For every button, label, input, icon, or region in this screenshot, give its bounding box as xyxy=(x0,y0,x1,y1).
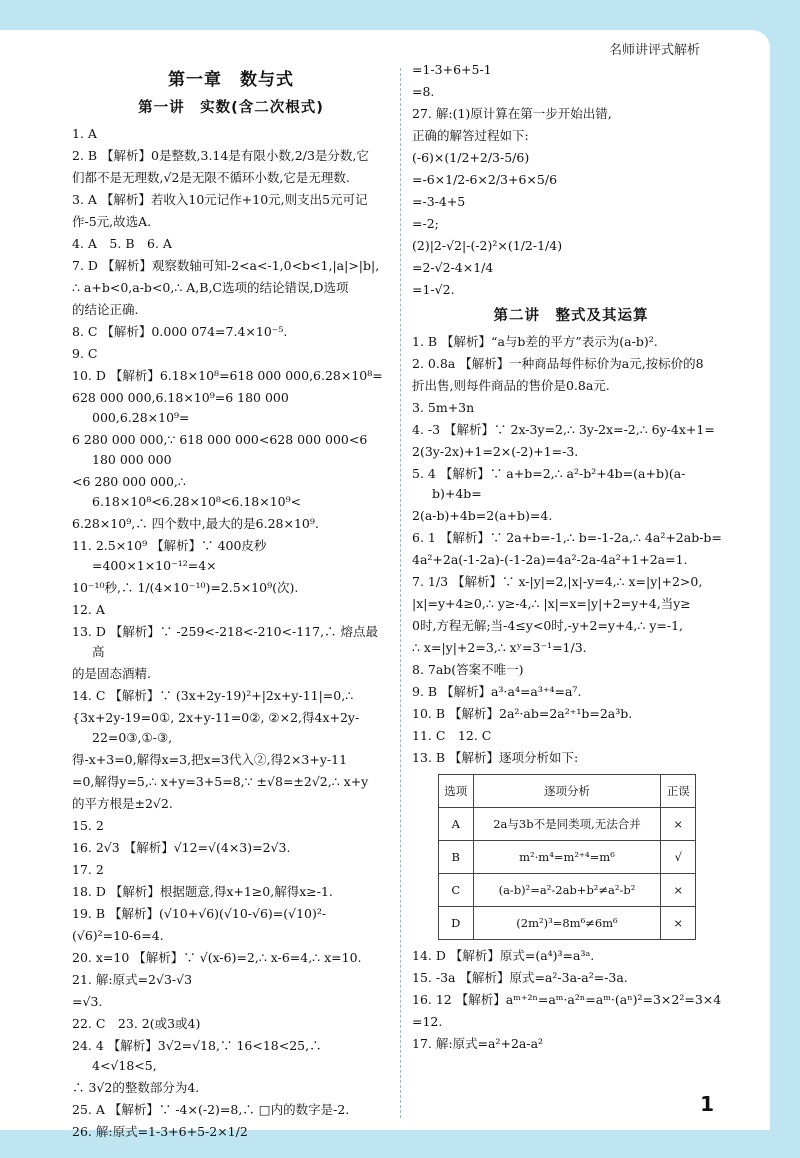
answer-line: 12. A xyxy=(72,602,105,617)
answer-line: (2)|2-√2|-(-2)²×(1/2-1/4) xyxy=(412,238,563,253)
column-divider xyxy=(400,68,401,1118)
answer-line: 10. D 【解析】6.18×10⁸=618 000 000,6.28×10⁸= xyxy=(72,368,383,383)
lecture2-title: 第二讲 整式及其运算 xyxy=(493,308,649,324)
table-cell: × xyxy=(661,874,696,907)
right-answer-list-c xyxy=(412,946,730,1054)
analysis-table xyxy=(438,774,696,940)
answer-line: =0,解得y=5,∴ x+y=3+5=8,∵ ±√8=±2√2,∴ x+y xyxy=(72,774,369,789)
answer-line: 10⁻¹⁰秒,∴ 1/(4×10⁻¹⁰)=2.5×10⁹(次). xyxy=(72,580,299,595)
table-cell: (a-b)²=a²-2ab+b²≠a²-b² xyxy=(473,874,661,907)
answer-line: ∴ a+b<0,a-b<0,∴ A,B,C选项的结论错误,D选项 xyxy=(72,280,349,295)
table-row xyxy=(439,808,696,841)
answer-line: =12. xyxy=(412,1014,443,1029)
answer-line: 21. 解:原式=2√3-√3 xyxy=(72,972,193,987)
answer-line: 15. 2 xyxy=(72,818,104,833)
answer-line: ∴ x=|y|+2=3,∴ xʸ=3⁻¹=1/3. xyxy=(412,640,587,655)
answer-line: 的结论正确. xyxy=(72,302,139,317)
answer-line: 25. A 【解析】∵ -4×(-2)=8,∴ □内的数字是-2. xyxy=(72,1102,350,1117)
table-cell: × xyxy=(661,907,696,940)
answer-line: 的平方根是±2√2. xyxy=(72,796,173,811)
answer-line: 15. -3a 【解析】原式=a²-3a-a²=-3a. xyxy=(412,970,628,985)
answer-line: <6 280 000 000,∴ 6.18×10⁸<6.28×10⁸<6.18×10⁹< xyxy=(72,474,302,509)
answer-line: =-6×1/2-6×2/3+6×5/6 xyxy=(412,172,558,187)
table-row xyxy=(439,874,696,907)
answer-line: 2(3y-2x)+1=2×(-2)+1=-3. xyxy=(412,444,579,459)
table-cell: × xyxy=(661,808,696,841)
answer-line: 24. 4 【解析】3√2=√18,∵ 16<18<25,∴ 4<√18<5, xyxy=(72,1038,322,1073)
page-sheet xyxy=(0,30,770,1139)
answer-line: 20. x=10 【解析】∵ √(x-6)=2,∴ x-6=4,∴ x=10. xyxy=(72,950,362,965)
answer-line: 11. 2.5×10⁹ 【解析】∵ 400皮秒=400×1×10⁻¹²=4× xyxy=(72,538,267,573)
answer-line: 的是固态酒精. xyxy=(72,666,151,681)
table-cell: A xyxy=(439,808,474,841)
answer-line: 1. A xyxy=(72,126,97,141)
answer-line: 9. B 【解析】a³·a⁴=a³⁺⁴=a⁷. xyxy=(412,684,582,699)
answer-line: 26. 解:原式=1-3+6+5-2×1/2 xyxy=(72,1124,248,1139)
answer-line: 6 280 000 000,∵ 618 000 000<628 000 000<6 180 000 000 xyxy=(72,432,368,467)
answer-line: (-6)×(1/2+2/3-5/6) xyxy=(412,150,530,165)
answer-line: 27. 解:(1)原计算在第一步开始出错, xyxy=(412,106,612,121)
left-answer-list xyxy=(72,124,390,1142)
table-header: 逐项分析 xyxy=(473,775,661,808)
table-row xyxy=(439,907,696,940)
answer-line: =1-√2. xyxy=(412,282,455,297)
table-cell: C xyxy=(439,874,474,907)
answer-line: 7. 1/3 【解析】∵ x-|y|=2,|x|-y=4,∴ x=|y|+2>0, xyxy=(412,574,703,589)
header-tag: 名师讲评式解析 xyxy=(608,43,700,58)
answer-line: =2-√2-4×1/4 xyxy=(412,260,494,275)
answer-line: 4. -3 【解析】∵ 2x-3y=2,∴ 3y-2x=-2,∴ 6y-4x+1= xyxy=(412,422,715,437)
answer-line: 6. 1 【解析】∵ 2a+b=-1,∴ b=-1-2a,∴ 4a²+2ab-b= xyxy=(412,530,722,545)
answer-line: 7. D 【解析】观察数轴可知-2<a<-1,0<b<1,|a|>|b|, xyxy=(72,258,380,273)
answer-line: 2. 0.8a 【解析】一种商品每件标价为a元,按标价的8 xyxy=(412,356,704,371)
answer-line: 17. 解:原式=a²+2a-a² xyxy=(412,1036,544,1051)
answer-line: 16. 12 【解析】aᵐ⁺²ⁿ=aᵐ·a²ⁿ=aᵐ·(aⁿ)²=3×2²=3×4 xyxy=(412,992,722,1007)
answer-line: 3. A 【解析】若收入10元记作+10元,则支出5元可记 xyxy=(72,192,368,207)
answer-line: 17. 2 xyxy=(72,862,104,877)
answer-line: 们都不是无理数,√2是无限不循环小数,它是无理数. xyxy=(72,170,350,185)
answer-line: 得-x+3=0,解得x=3,把x=3代入②,得2×3+y-11 xyxy=(72,752,348,767)
answer-line: 3. 5m+3n xyxy=(412,400,475,415)
answer-line: (√6)²=10-6=4. xyxy=(72,928,164,943)
answer-line: 13. B 【解析】逐项分析如下: xyxy=(412,750,579,765)
answer-line: 19. B 【解析】(√10+√6)(√10-√6)=(√10)²- xyxy=(72,906,327,921)
answer-line: 10. B 【解析】2a²·ab=2a²⁺¹b=2a³b. xyxy=(412,706,633,721)
answer-line: 11. C 12. C xyxy=(412,728,492,743)
table-cell: D xyxy=(439,907,474,940)
left-column xyxy=(72,60,390,1144)
answer-line: 9. C xyxy=(72,346,98,361)
answer-line: 2. B 【解析】0是整数,3.14是有限小数,2/3是分数,它 xyxy=(72,148,369,163)
answer-line: 折出售,则每件商品的售价是0.8a元. xyxy=(412,378,610,393)
table-cell: (2m²)³=8m⁶≠6m⁶ xyxy=(473,907,661,940)
answer-line: {3x+2y-19=0①, 2x+y-11=0②, ②×2,得4x+2y-22=0③,①-③, xyxy=(72,710,360,745)
answer-line: 8. 7ab(答案不唯一) xyxy=(412,662,524,677)
answer-line: =1-3+6+5-1 xyxy=(412,62,492,77)
answer-line: 0时,方程无解;当-4≤y<0时,-y+2=y+4,∴ y=-1, xyxy=(412,618,684,633)
right-column xyxy=(412,60,730,1056)
table-cell: 2a与3b不是同类项,无法合并 xyxy=(473,808,661,841)
answer-line: 13. D 【解析】∵ -259<-218<-210<-117,∴ 熔点最高 xyxy=(72,624,379,659)
table-cell: m²·m⁴=m²⁺⁴=m⁶ xyxy=(473,841,661,874)
answer-line: 4. A 5. B 6. A xyxy=(72,236,172,251)
right-answer-list-a xyxy=(412,60,730,300)
table-header-row xyxy=(439,775,696,808)
answer-line: =-3-4+5 xyxy=(412,194,466,209)
page-number: 1 xyxy=(700,1092,714,1116)
table-cell: B xyxy=(439,841,474,874)
answer-line: =8. xyxy=(412,84,435,99)
answer-line: 14. D 【解析】原式=(a⁴)³=a³ᵃ. xyxy=(412,948,595,963)
answer-line: ∴ 3√2的整数部分为4. xyxy=(72,1080,200,1095)
answer-line: 作-5元,故选A. xyxy=(72,214,152,229)
answer-line: 6.28×10⁹,∴ 四个数中,最大的是6.28×10⁹. xyxy=(72,516,319,531)
lecture1-title: 第一讲 实数(含二次根式) xyxy=(138,100,324,116)
answer-line: 4a²+2a(-1-2a)-(-1-2a)=4a²-2a-4a²+1+2a=1. xyxy=(412,552,688,567)
answer-line: =√3. xyxy=(72,994,103,1009)
answer-line: 5. 4 【解析】∵ a+b=2,∴ a²-b²+4b=(a+b)(a-b)+4b= xyxy=(412,466,686,501)
answer-line: 22. C 23. 2(或3或4) xyxy=(72,1016,201,1031)
table-cell: √ xyxy=(661,841,696,874)
answer-line: 2(a-b)+4b=2(a+b)=4. xyxy=(412,508,553,523)
answer-line: 18. D 【解析】根据题意,得x+1≥0,解得x≥-1. xyxy=(72,884,333,899)
answer-line: 16. 2√3 【解析】√12=√(4×3)=2√3. xyxy=(72,840,291,855)
answer-line: 14. C 【解析】∵ (3x+2y-19)²+|2x+y-11|=0,∴ xyxy=(72,688,354,703)
answer-line: 1. B 【解析】“a与b差的平方”表示为(a-b)². xyxy=(412,334,658,349)
answer-line: 8. C 【解析】0.000 074=7.4×10⁻⁵. xyxy=(72,324,288,339)
answer-line: 628 000 000,6.18×10⁹=6 180 000 000,6.28×10⁹= xyxy=(72,390,289,425)
answer-line: 正确的解答过程如下: xyxy=(412,128,529,143)
table-row xyxy=(439,841,696,874)
chapter-title: 第一章 数与式 xyxy=(168,70,294,90)
answer-line: |x|=y+4≥0,∴ y≥-4,∴ |x|=x=|y|+2=y+4,当y≥ xyxy=(412,596,691,611)
answer-line: =-2; xyxy=(412,216,439,231)
table-header: 正误 xyxy=(661,775,696,808)
right-answer-list-b xyxy=(412,332,730,768)
table-header: 选项 xyxy=(439,775,474,808)
